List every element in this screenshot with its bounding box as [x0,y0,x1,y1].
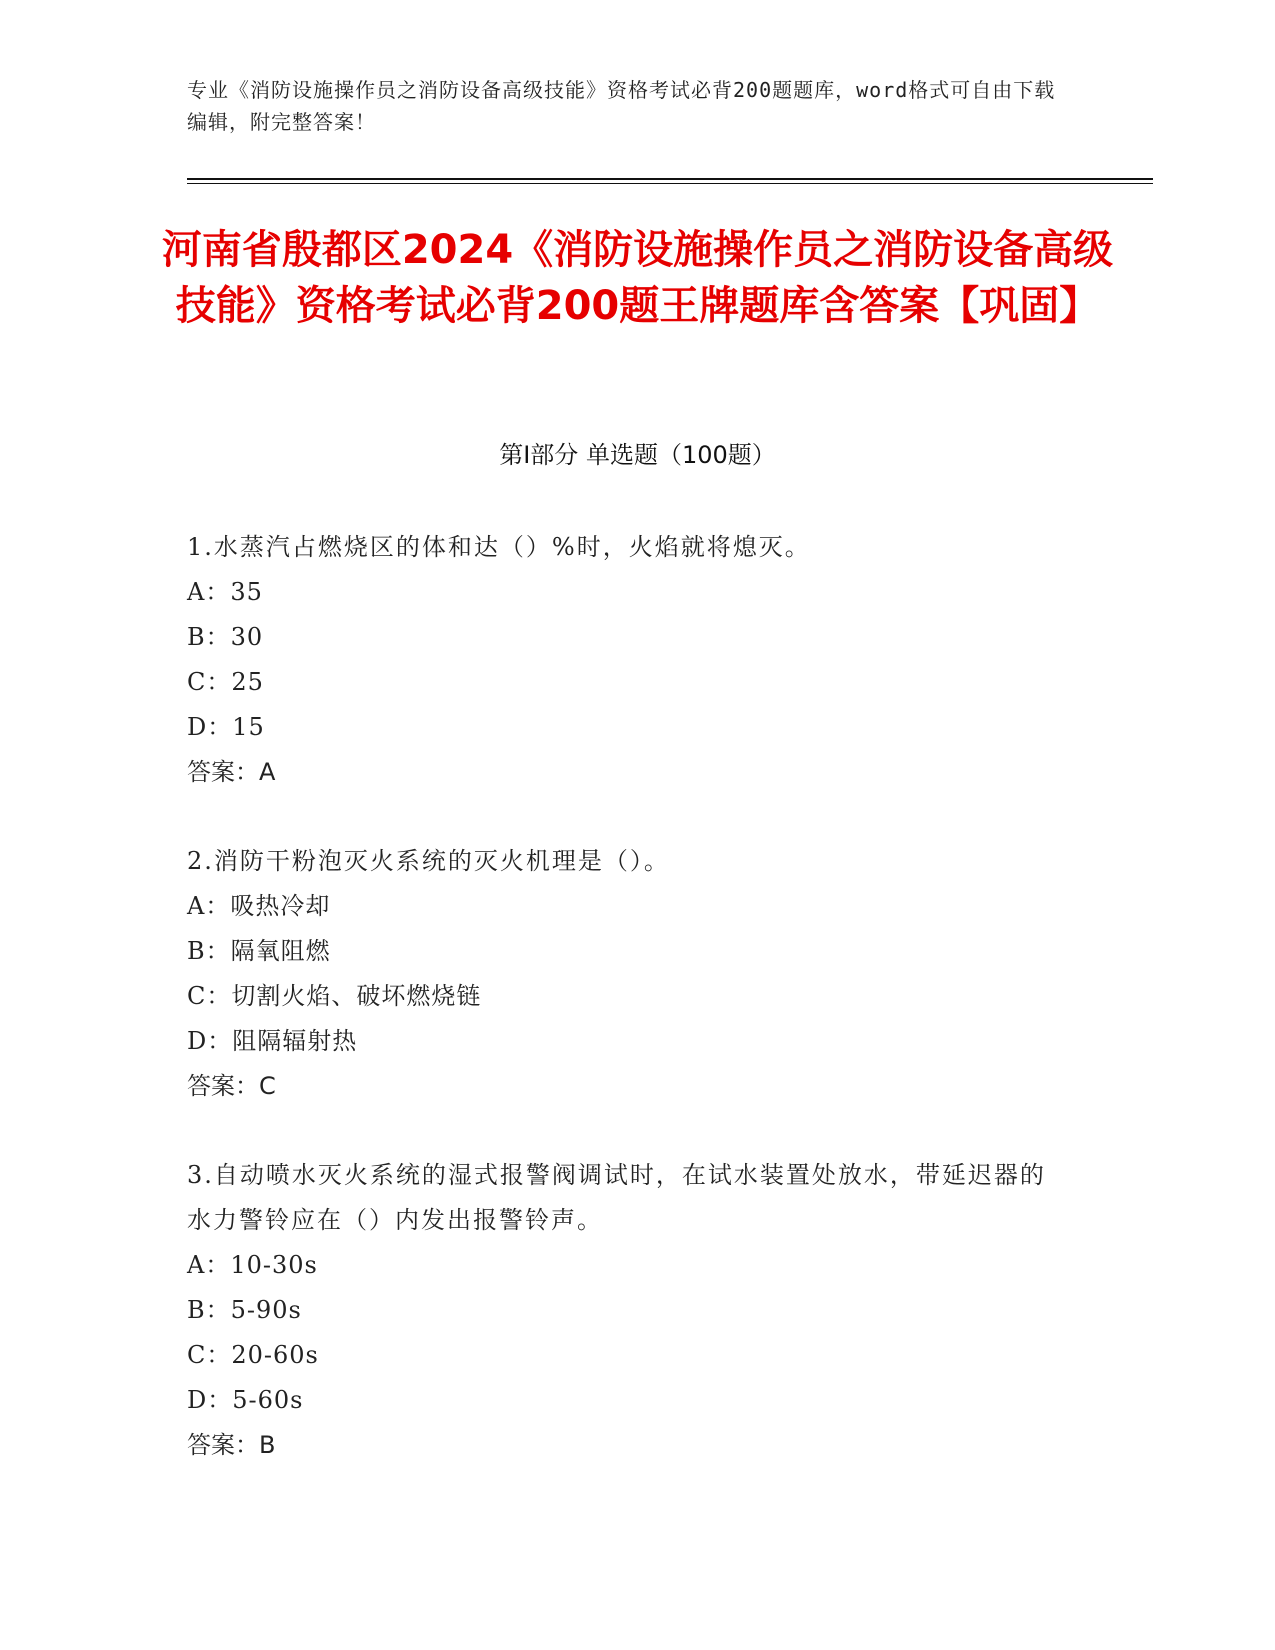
answer-label: 答案： [187,1431,259,1459]
answer-label: 答案： [187,758,259,786]
answer-line [187,750,1067,795]
document-title: 河南省殷都区2024《消防设施操作员之消防设备高级技能》资格考试必背200题王牌题库含答案【巩固】 [161,227,1114,329]
option-b: B：5-90s [187,1296,302,1324]
header-divider [187,178,1153,180]
option-d: D：15 [187,713,265,741]
option-d: D：阻隔辐射热 [187,1027,358,1055]
question-1 [187,525,1067,795]
option-a: A：吸热冷却 [187,892,331,920]
question-2 [187,839,1067,1109]
answer-line [187,1423,1067,1468]
option-c: C：切割火焰、破坏燃烧链 [187,982,482,1010]
question-3 [187,1153,1067,1468]
answer-line [187,1064,1067,1109]
header-note: 专业《消防设施操作员之消防设备高级技能》资格考试必背200题题库，word格式可自由下载编辑，附完整答案！ [187,78,1056,134]
answer-value: B [259,1431,276,1459]
question-stem: 3.自动喷水灭火系统的湿式报警阀调试时，在试水装置处放水，带延迟器的水力警铃应在（）内发出报警铃声。 [187,1161,1046,1234]
option-c: C：25 [187,668,264,696]
option-c: C：20-60s [187,1341,319,1369]
question-list [187,525,1067,1512]
option-d: D：5-60s [187,1386,304,1414]
option-a: A：10-30s [187,1251,318,1279]
option-b: B：30 [187,623,264,651]
option-a: A：35 [187,578,263,606]
answer-label: 答案： [187,1072,259,1100]
answer-value: A [259,758,276,786]
header-divider-thin [187,183,1153,184]
question-stem: 2.消防干粉泡灭火系统的灭火机理是（）。 [187,847,670,875]
answer-value: C [259,1072,276,1100]
option-b: B：隔氧阻燃 [187,937,331,965]
question-stem: 1.水蒸汽占燃烧区的体和达（）%时，火焰就将熄灭。 [187,533,811,561]
section-title: 第I部分 单选题（100题） [499,441,776,469]
